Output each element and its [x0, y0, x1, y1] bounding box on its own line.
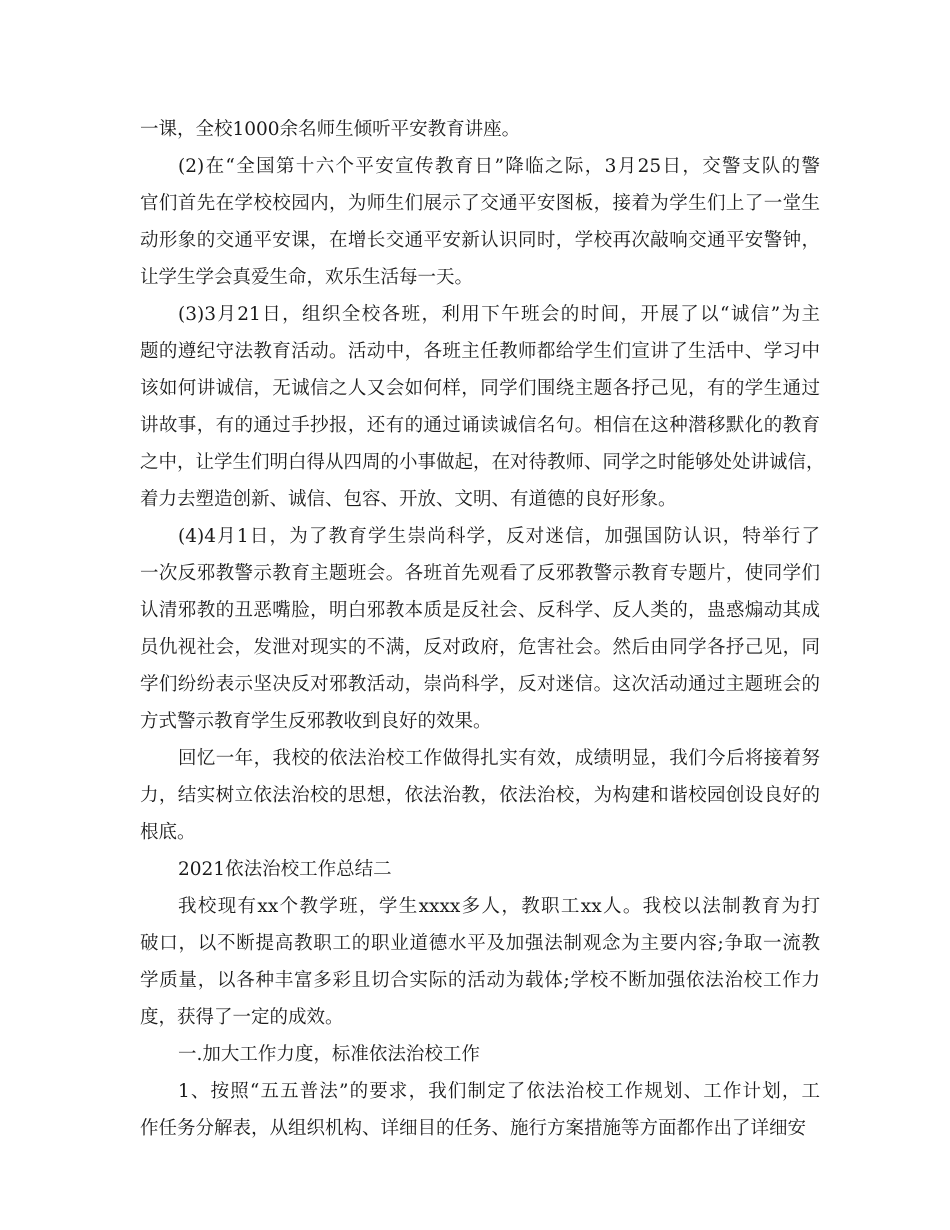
- text-line: 2021依法治校工作总结二: [178, 859, 392, 880]
- text-line: 根底。: [140, 822, 196, 843]
- text-line: 方式警示教育学生反邪教收到良好的效果。: [140, 711, 492, 732]
- text-line: 一次反邪教警示教育主题班会。各班首先观看了反邪教警示教育专题片，使同学们: [140, 563, 820, 584]
- text-line: (2)在“全国第十六个平安宣传教育日”降临之际，3月25日，交警支队的警: [178, 156, 820, 177]
- paragraph: [140, 111, 820, 148]
- text-line: 着力去塑造创新、诚信、包容、开放、文明、有道德的良好形象。: [140, 489, 677, 510]
- paragraph: [140, 888, 820, 1036]
- text-line: 员仇视社会，发泄对现实的不满，反对政府，危害社会。然后由同学各抒己见，同: [140, 637, 820, 658]
- text-line: 一.加大工作力度，标准依法治校工作: [178, 1044, 480, 1065]
- paragraph: [140, 1036, 820, 1073]
- text-line: 度，获得了一定的成效。: [140, 1007, 344, 1028]
- text-line: 作任务分解表，从组织机构、详细目的任务、施行方案措施等方面都作出了详细安: [140, 1118, 807, 1139]
- text-line: 官们首先在学校校园内，为师生们展示了交通平安图板，接着为学生们上了一堂生: [140, 193, 820, 214]
- text-line: 我校现有xx个教学班，学生xxxx多人，教职工xx人。我校以法制教育为打: [178, 896, 820, 917]
- text-line: 回忆一年，我校的依法治校工作做得扎实有效，成绩明显，我们今后将接着努: [178, 748, 820, 769]
- paragraph: [140, 1073, 820, 1147]
- text-line: 认清邪教的丑恶嘴脸，明白邪教本质是反社会、反科学、反人类的，蛊惑煽动其成: [140, 600, 820, 621]
- text-line: 让学生学会真爱生命，欢乐生活每一天。: [140, 267, 474, 288]
- paragraph: [140, 518, 820, 740]
- text-line: 1、按照“五五普法”的要求，我们制定了依法治校工作规划、工作计划，工: [178, 1081, 820, 1102]
- text-line: 该如何讲诚信，无诚信之人又会如何样，同学们围绕主题各抒己见，有的学生通过: [140, 378, 820, 399]
- text-line: 动形象的交通平安课，在增长交通平安新认识同时，学校再次敲响交通平安警钟，: [140, 230, 820, 251]
- text-line: 破口，以不断提高教职工的职业道德水平及加强法制观念为主要内容;争取一流教: [140, 933, 820, 954]
- document-page: [140, 111, 825, 1147]
- paragraph: [140, 148, 820, 296]
- paragraph: [140, 740, 820, 851]
- text-line: 之中，让学生们明白得从四周的小事做起，在对待教师、同学之时能够处处讲诚信，: [140, 452, 825, 473]
- text-line: 一课，全校1000余名师生倾听平安教育讲座。: [140, 119, 521, 140]
- text-line: 题的遵纪守法教育活动。活动中，各班主任教师都给学生们宣讲了生活中、学习中: [140, 341, 820, 362]
- text-line: (4)4月1日，为了教育学生崇尚科学，反对迷信，加强国防认识，特举行了: [178, 526, 820, 547]
- text-line: 讲故事，有的通过手抄报，还有的通过诵读诚信名句。相信在这种潜移默化的教育: [140, 415, 820, 436]
- paragraph: [140, 851, 820, 888]
- text-line: 学们纷纷表示坚决反对邪教活动，崇尚科学，反对迷信。这次活动通过主题班会的: [140, 674, 820, 695]
- paragraph: [140, 296, 825, 518]
- text-line: (3)3月21日，组织全校各班，利用下午班会的时间，开展了以“诚信”为主: [178, 304, 820, 325]
- text-line: 力，结实树立依法治校的思想，依法治教，依法治校，为构建和谐校园创设良好的: [140, 785, 820, 806]
- text-line: 学质量，以各种丰富多彩且切合实际的活动为载体;学校不断加强依法治校工作力: [140, 970, 820, 991]
